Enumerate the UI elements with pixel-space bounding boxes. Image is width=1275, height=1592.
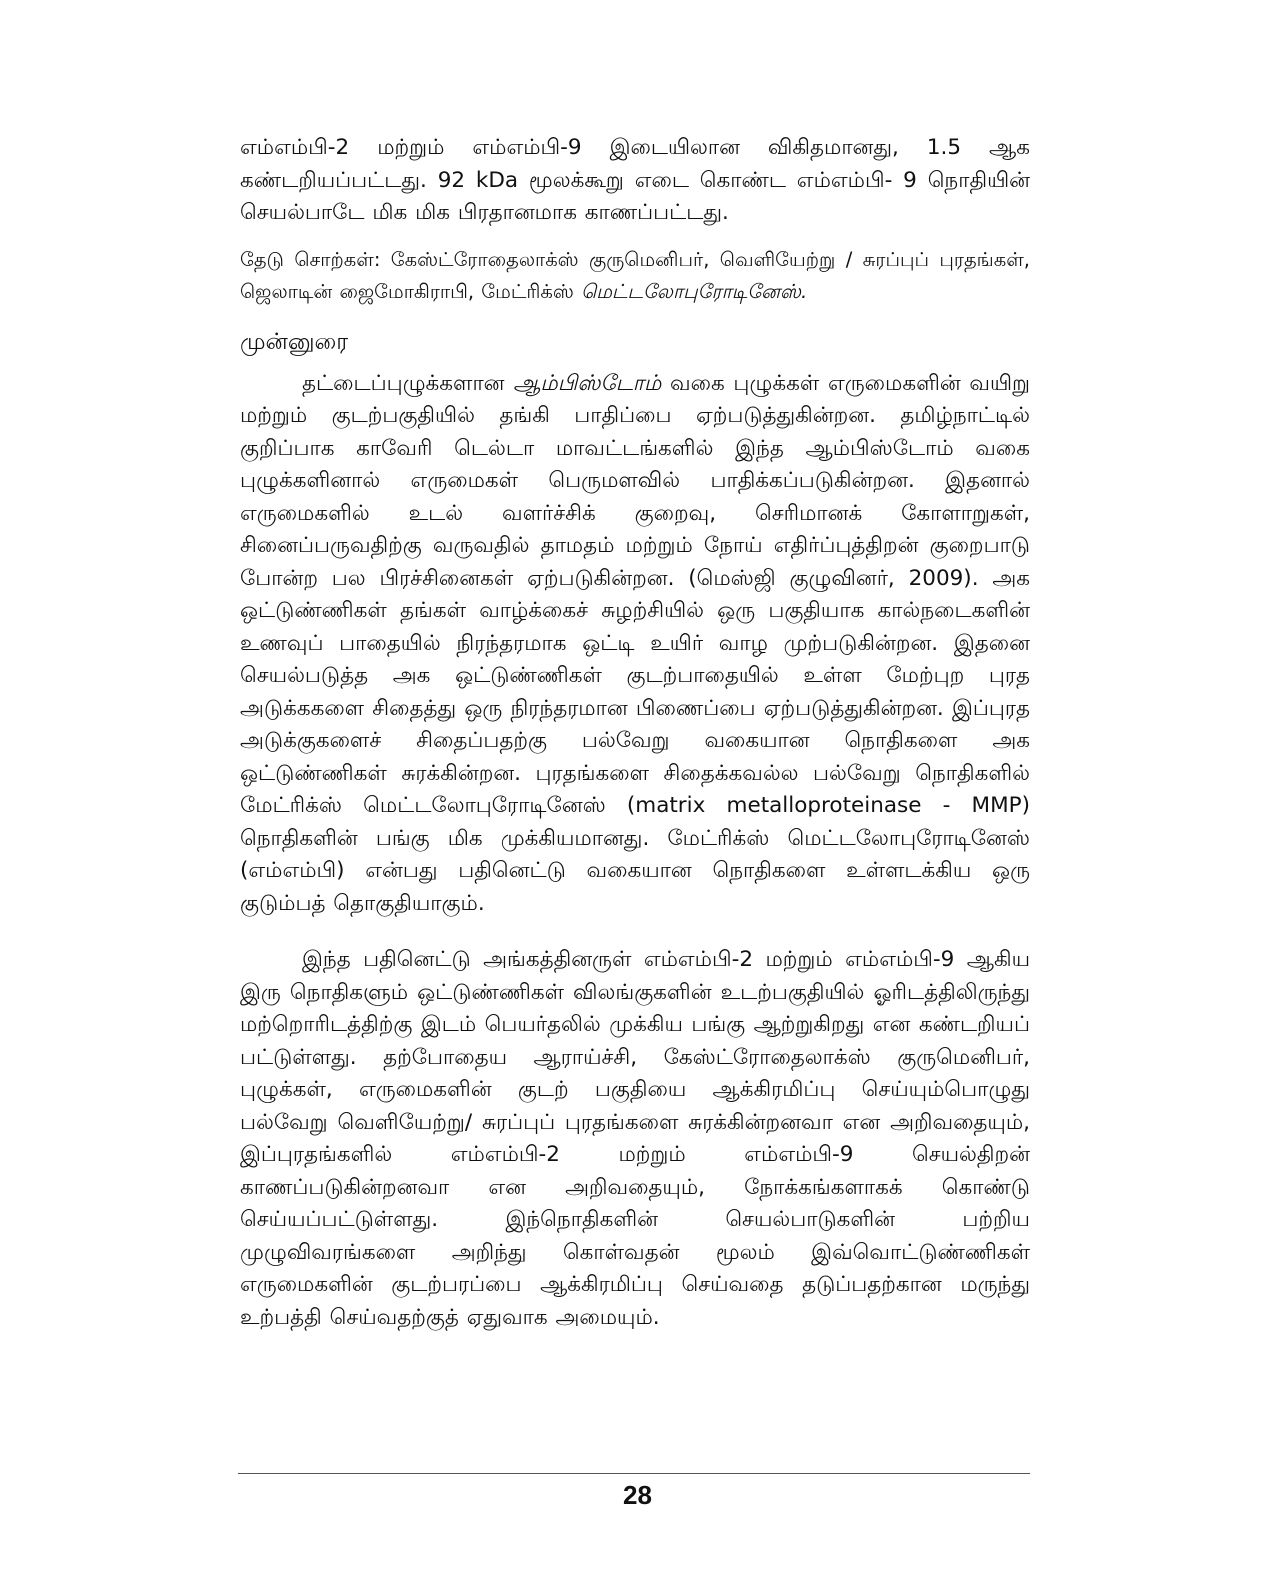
keywords-italic-term: மெட்டலோபுரோடினேஸ். [581,279,808,303]
page-number: 28 [623,1480,652,1510]
section-heading: முன்னுரை [240,328,349,355]
intro-paragraph-2: இந்த பதினெட்டு அங்கத்தினருள் எம்எம்பி-2 மற்றும் எம்எம்பி-9 ஆகிய இரு நொதிகளும் ஒட்டுண்ணிகள் விலங்குகளின் உடற்பகுதியில் ஓரிடத்திலிருந்து மற்றொரிடத்திற்கு இடம் பெயர்தலில் முக்கிய பங்கு ஆற்றுகிறது என கண்டறியப் பட்டுள்ளது. தற்போதைய ஆராய்ச்சி, கேஸ்ட்ரோதைலாக்ஸ் குருமெனிபர், புழுக்கள், எருமைகளின் குடற் பகுதியை ஆக்கிரமிப்பு செய்யும்பொழுது பல்வேறு வெளியேற்று/ சுரப்புப் புரதங்களை சுரக்கின்றனவா என அறிவதையும், இப்புரதங்களில் எம்எம்பி-2 மற்றும் எம்எம்பி-9 செயல்திறன் காணப்படுகின்றனவா என அறிவதையும், நோக்கங்களாகக் கொண்டு செய்யப்பட்டுள்ளது. இந்நொதிகளின் செயல்பாடுகளின் பற்றிய முழுவிவரங்களை அறிந்து கொள்வதன் மூலம் இவ்வொட்டுண்ணிகள் எருமைகளின் குடற்பரப்பை ஆக்கிரமிப்பு செய்வதை தடுப்பதற்கான மருந்து உற்பத்தி செய்வதற்குத் ஏதுவாக அமையும். [240,947,1030,1330]
abstract-paragraph: எம்எம்பி-2 மற்றும் எம்எம்பி-9 இடையிலான விகிதமானது, 1.5 ஆக கண்டறியப்பட்டது. 92 kDa மூலக்கூறு எடை கொண்ட எம்எம்பி- 9 நொதியின் செயல்பாடே மிக மிக பிரதானமாக காணப்பட்டது. [240,135,1030,225]
intro-paragraph-1-italic-term: ஆம்பிஸ்டோம் [513,370,662,396]
keywords-text: தேடு சொற்கள்: கேஸ்ட்ரோதைலாக்ஸ் குருமெனிபர், வெளியேற்று / சுரப்புப் புரதங்கள், ஜெலாடின் ஜைமோகிராபி, மேட்ரிக்ஸ் [240,247,1030,303]
intro-paragraph-1 [240,368,1030,921]
page-body [240,132,1030,1334]
keywords-paragraph [240,244,1030,308]
intro-paragraph-1-body: வகை புழுக்கள் எருமைகளின் வயிறு மற்றும் குடற்பகுதியில் தங்கி பாதிப்பை ஏற்படுத்துகின்றன. தமிழ்நாட்டில் குறிப்பாக காவேரி டெல்டா மாவட்டங்களில் இந்த ஆம்பிஸ்டோம் வகை புழுக்களினால் எருமைகள் பெருமளவில் பாதிக்கப்படுகின்றன. இதனால் எருமைகளில் உடல் வளர்ச்சிக் குறைவு, செரிமானக் கோளாறுகள், சினைப்பருவதிற்கு வருவதில் தாமதம் மற்றும் நோய் எதிர்ப்புத்திறன் குறைபாடு போன்ற பல பிரச்சினைகள் ஏற்படுகின்றன. (மெஸ்ஜி குழுவினர், 2009). அக ஒட்டுண்ணிகள் தங்கள் வாழ்க்கைச் சுழற்சியில் ஒரு பகுதியாக கால்நடைகளின் உணவுப் பாதையில் நிரந்தரமாக ஒட்டி உயிர் வாழ முற்படுகின்றன. இதனை செயல்படுத்த அக ஒட்டுண்ணிகள் குடற்பாதையில் உள்ள மேற்புற புரத அடுக்ககளை சிதைத்து ஒரு நிரந்தரமான பிணைப்பை ஏற்படுத்துகின்றன. இப்புரத அடுக்குகளைச் சிதைப்பதற்கு பல்வேறு வகையான நொதிகளை அக ஒட்டுண்ணிகள் சுரக்கின்றன. புரதங்களை சிதைக்கவல்ல பல்வேறு நொதிகளில் மேட்ரிக்ஸ் மெட்டலோபுரோடினேஸ் (matrix metalloproteinase - MMP) நொதிகளின் பங்கு மிக முக்கியமானது. மேட்ரிக்ஸ் மெட்டலோபுரோடினேஸ் (எம்எம்பி) என்பது பதினெட்டு வகையான நொதிகளை உள்ளடக்கிய ஒரு குடும்பத் தொகுதியாகும். [240,370,1030,916]
footer-rule [238,1473,1030,1474]
intro-paragraph-1-lead: தட்டைப்புழுக்களான [302,370,505,396]
